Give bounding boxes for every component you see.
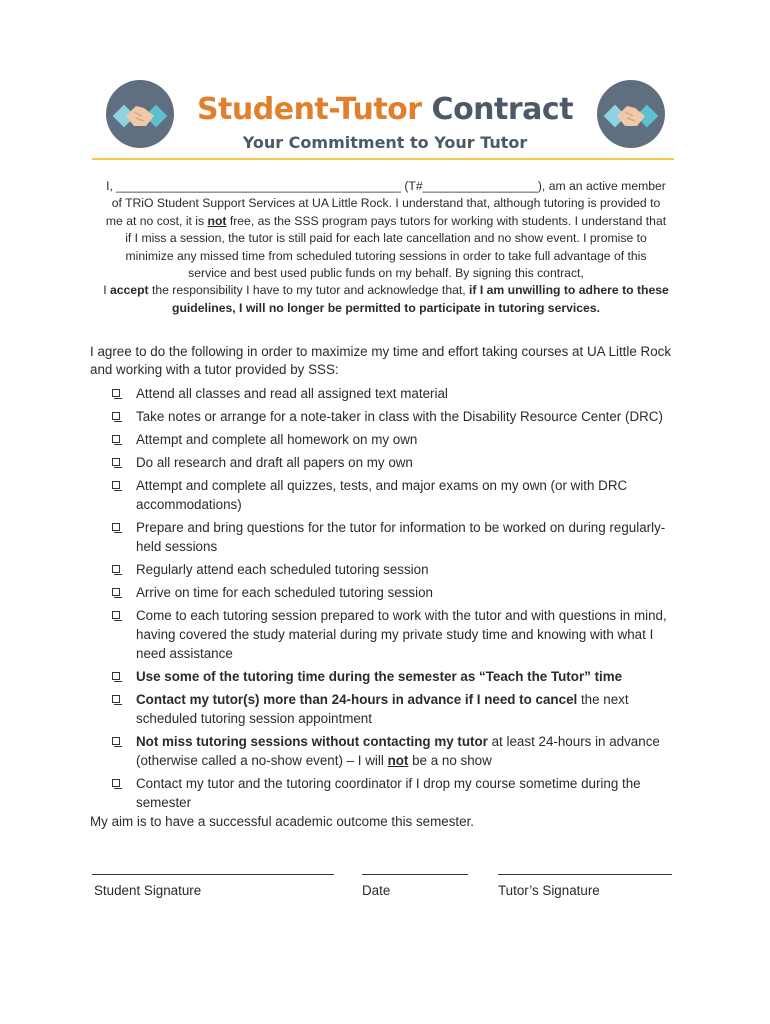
list-item — [112, 606, 682, 663]
checkbox[interactable] — [112, 779, 120, 787]
intro-line-warning: guidelines, I will no longer be permitted to participate in tutoring services. — [172, 300, 600, 315]
intro-text: I — [103, 283, 110, 298]
list-item — [112, 774, 682, 812]
list-item — [112, 430, 682, 449]
list-item — [112, 453, 682, 472]
checkbox[interactable] — [112, 737, 120, 745]
intro-line: of TRiO Student Support Services at UA Little Rock. I understand that, although tutoring is provided to — [111, 196, 661, 211]
list-item-bold-text: Contact my tutor(s) more than 24-hours in advance if I need to cancel — [136, 692, 578, 707]
list-item — [112, 407, 682, 426]
checkbox[interactable] — [112, 458, 120, 466]
checkbox[interactable] — [112, 672, 120, 680]
page-subtitle: Your Commitment to Your Tutor — [242, 133, 528, 152]
tutor-signature-line[interactable] — [498, 874, 672, 875]
list-item — [112, 384, 682, 403]
list-item-text: Attend all classes and read all assigned text material — [136, 386, 448, 401]
list-item — [112, 732, 682, 770]
list-item-text: Arrive on time for each scheduled tutoring session — [136, 585, 433, 600]
list-item-text: Prepare and bring questions for the tutor for information to be worked on during regularly-held sessions — [136, 520, 666, 554]
intro-line: if I miss a session, the tutor is still paid for each late cancellation and no show event. I promise to — [125, 231, 647, 246]
intro-line — [84, 282, 688, 299]
list-item-text: Take notes or arrange for a note-taker in class with the Disability Resource Center (DRC) — [136, 409, 663, 424]
emphasis-not: not — [207, 213, 227, 228]
intro-line — [84, 213, 688, 230]
student-signature-label: Student Signature — [94, 883, 202, 898]
list-item-text: the next scheduled tutoring session appointment — [136, 692, 629, 726]
checkbox[interactable] — [112, 481, 120, 489]
date-line[interactable] — [362, 874, 468, 875]
list-item — [112, 560, 682, 579]
intro-text: the responsibility I have to my tutor and acknowledge that, — [148, 283, 470, 298]
list-item-text: Contact my tutor and the tutoring coordinator if I drop my course sometime during the semester — [136, 776, 641, 810]
checkbox[interactable] — [112, 389, 120, 397]
intro-line: service and best used public funds on my behalf. By signing this contract, — [188, 266, 584, 281]
checkbox[interactable] — [112, 588, 120, 596]
list-item-text: at least 24-hours in advance (otherwise called a no-show event) – I will — [136, 734, 660, 768]
list-item — [112, 476, 682, 514]
list-item — [112, 518, 682, 556]
title-part-2: Contract — [431, 92, 574, 127]
intro-text: free, as the SSS program pays tutors for working with students. I understand that — [226, 213, 667, 228]
checkbox[interactable] — [112, 611, 120, 619]
list-item-bold-text: Not miss tutoring sessions without contacting my tutor — [136, 734, 488, 749]
emphasis-accept: accept — [109, 283, 149, 298]
list-item-text: Do all research and draft all papers on my own — [136, 455, 413, 470]
intro-line: I, __________________________________________ (T#_________________), am an active member — [106, 179, 666, 193]
commitment-list — [112, 384, 682, 812]
list-item — [112, 583, 682, 602]
emphasis-warning: if I am unwilling to adhere to these — [469, 283, 669, 298]
checkbox[interactable] — [112, 695, 120, 703]
list-item-text: Attempt and complete all homework on my own — [136, 432, 418, 447]
list-item-text: Regularly attend each scheduled tutoring session — [136, 562, 429, 577]
date-label: Date — [362, 883, 391, 898]
student-signature-line[interactable] — [92, 874, 334, 875]
checkbox[interactable] — [112, 435, 120, 443]
list-item-text: Attempt and complete all quizzes, tests, and major exams on my own (or with DRC accommodations) — [136, 478, 628, 512]
checkbox[interactable] — [112, 523, 120, 531]
intro-text: me at no cost, it is — [105, 213, 208, 228]
list-item-bold-text: Use some of the tutoring time during the semester as “Teach the Tutor” time — [136, 669, 623, 684]
tutor-signature-label: Tutor’s Signature — [498, 883, 600, 898]
emphasis-not: not — [387, 753, 409, 768]
checkbox[interactable] — [112, 565, 120, 573]
agreement-intro: I agree to do the following in order to maximize my time and effort taking courses at UA Little Rock and working with a tutor provided by SSS: — [90, 344, 672, 377]
page-title — [0, 92, 770, 128]
divider — [92, 158, 674, 160]
list-item — [112, 690, 682, 728]
intro-paragraph — [84, 178, 688, 317]
title-part-1: Student-Tutor — [196, 92, 422, 127]
list-item-text: be a no show — [408, 753, 492, 768]
list-item — [112, 667, 682, 686]
list-item-text: Come to each tutoring session prepared to work with the tutor and with questions in mind, having covered the study material during my private study time and knowing with what I need assistance — [136, 608, 667, 661]
intro-line: minimize any missed time from scheduled tutoring sessions in order to take full advantage of this — [125, 248, 647, 263]
closing-statement: My aim is to have a successful academic outcome this semester. — [90, 814, 475, 829]
checkbox[interactable] — [112, 412, 120, 420]
